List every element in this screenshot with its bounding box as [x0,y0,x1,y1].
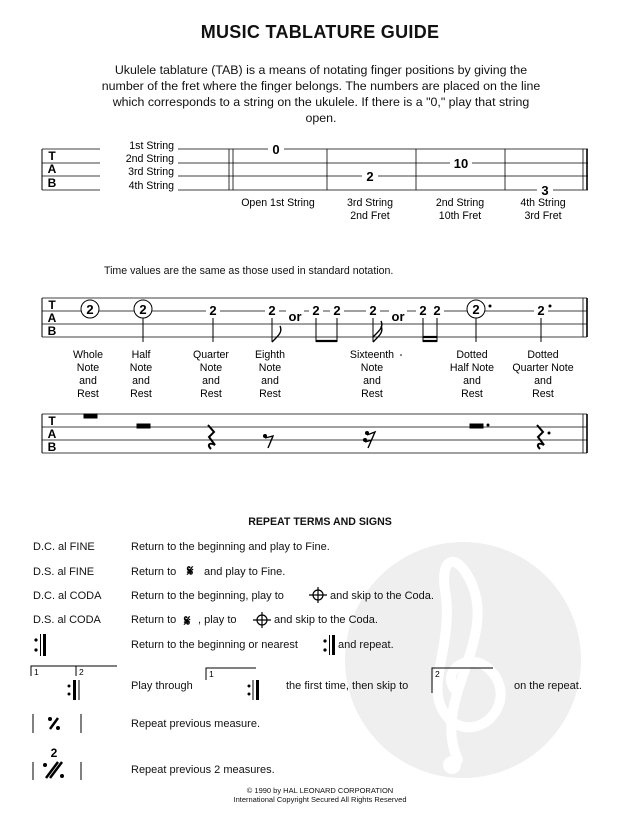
segno-icon: 𝄋 [187,563,194,580]
half-rest [137,424,150,428]
note-number: 2 [333,303,341,318]
ending-number: 2 [435,669,440,679]
whole-rest [84,414,97,418]
play-through-label: Play through [131,680,193,692]
coda-icon [253,612,271,628]
fret-number: 10 [453,156,469,171]
eighth-rest [265,436,273,448]
repeat-sign-desc-a: Return to the beginning or nearest [131,639,298,651]
repeat-sign-icon [34,634,46,656]
fret-caption: 3rd Fret [524,210,562,222]
desc-dc-al-coda-b: and skip to the Coda. [330,590,434,602]
note-name: Rest [77,388,99,400]
note-number: 2 [139,302,147,317]
note-number: 2 [433,303,441,318]
time-values-note: Time values are the same as those used in standard notation. [104,265,394,277]
tab-letter-b: B [47,440,57,454]
note-name: Rest [200,388,222,400]
desc-ds-al-coda-c: and skip to the Coda. [274,614,378,626]
note-name: Note [129,362,153,374]
note-name: Rest [532,388,554,400]
copyright-line-2: International Copyright Secured All Rights Reserved [233,795,407,804]
note-name: Dotted [527,349,559,361]
repeat-sign-icon [323,635,335,655]
term-ds-al-coda: D.S. al CODA [33,614,101,626]
string-label: 4th String [128,180,174,192]
page-title: MUSIC TABLATURE GUIDE [200,22,440,42]
tab-letter-b: B [47,176,57,190]
repeat-one-measure-icon [33,714,81,733]
repeat-one-desc: Repeat previous measure. [131,718,261,730]
tab-letter-a: A [47,427,57,441]
term-dc-al-fine: D.C. al FINE [33,541,95,553]
note-number: 2 [369,303,377,318]
note-name: Rest [259,388,281,400]
dotted-half-rest [470,424,483,428]
desc-ds-al-coda-a: Return to [131,614,177,626]
tab-staff-strings [42,149,588,190]
fret-caption: 3rd String [347,197,393,209]
desc-dc-al-coda-a: Return to the beginning, play to [131,590,284,602]
copyright [0,786,640,804]
note-name: and [463,375,481,387]
desc-ds-al-fine-a: Return to [131,566,177,578]
note-name: Whole [72,349,104,361]
watermark-logo [345,542,581,778]
desc-ds-al-coda-b: , play to [198,614,237,626]
note-name: and [79,375,97,387]
note-number: 2 [209,303,217,318]
repeat-two-number: 2 [50,746,58,760]
term-dc-al-coda: D.C. al CODA [33,590,102,602]
repeat-two-measure-icon [33,762,81,780]
term-ds-al-fine: D.S. al FINE [33,566,95,578]
desc-dc-al-fine: Return to the beginning and play to Fine. [131,541,330,553]
dotted-quarter-rest [537,425,544,449]
tab-letter-a: A [47,311,57,325]
note-name: Note [76,362,100,374]
note-number: 2 [312,303,320,318]
desc-ds-al-fine-b: and play to Fine. [204,566,286,578]
fret-number: 0 [272,142,280,157]
tab-letter-t: T [48,414,56,428]
note-number: 2 [86,302,94,317]
note-name: Note [199,362,223,374]
tab-letter-t: T [48,298,56,312]
or-label: or [391,309,405,324]
note-name: Dotted [456,349,488,361]
ending-number: 1 [34,667,39,677]
note-name: and [261,375,279,387]
tab-letter-a: A [47,162,57,176]
fret-caption: 2nd Fret [350,210,390,222]
or-label: or [288,309,302,324]
note-number: 2 [537,303,545,318]
note-name: Rest [130,388,152,400]
string-label: 1st String [129,140,174,152]
fret-caption: Open 1st String [241,197,315,209]
note-name: and [534,375,552,387]
string-label: 3rd String [128,166,174,178]
note-name: Sixteenth [349,349,395,361]
note-name: Quarter [193,349,229,361]
note-name: Rest [461,388,483,400]
on-repeat-label: on the repeat. [514,680,582,692]
repeat-sign-desc-b: and repeat. [338,639,394,651]
note-number: 2 [419,303,427,318]
fret-number: 2 [366,169,374,184]
fret-number: 3 [541,183,549,198]
note-name: Quarter Note [512,362,574,374]
intro-paragraph: Ukulele tablature (TAB) is a means of notating finger positions by giving the number of the fret where the finger belongs. The numbers are placed on the line which corresponds to a string on the ukulele. If there is a "0," play that string open. [101,63,541,125]
ending-number: 1 [209,669,214,679]
fret-caption: 2nd String [435,197,485,209]
first-second-ending-icon [31,666,117,700]
coda-icon [309,587,327,603]
tab-letter-b: B [47,324,57,338]
note-name: Rest [361,388,383,400]
note-name: and [363,375,381,387]
quarter-rest [208,425,215,449]
first-time-label: the first time, then skip to [286,680,409,692]
note-name: Eighth [254,349,286,361]
fret-caption: 10th Fret [438,210,482,222]
tab-letter-t: T [48,149,56,163]
string-label: 2nd String [125,153,174,165]
segno-icon: 𝄋 [184,613,191,630]
note-name: Half Note [449,362,495,374]
note-name: Note [360,362,384,374]
tab-staff-rests [42,414,587,453]
repeat-section-title: REPEAT TERMS AND SIGNS [248,516,392,528]
note-name: Note [258,362,282,374]
repeat-two-desc: Repeat previous 2 measures. [131,764,275,776]
note-number: 2 [472,302,480,317]
note-name: Half [131,349,151,361]
note-name: and [202,375,220,387]
ending-number: 2 [79,667,84,677]
copyright-line-1: © 1990 by HAL LEONARD CORPORATION [246,786,394,795]
note-number: 2 [268,303,276,318]
fret-caption: 4th String [520,197,566,209]
note-name: and [132,375,150,387]
